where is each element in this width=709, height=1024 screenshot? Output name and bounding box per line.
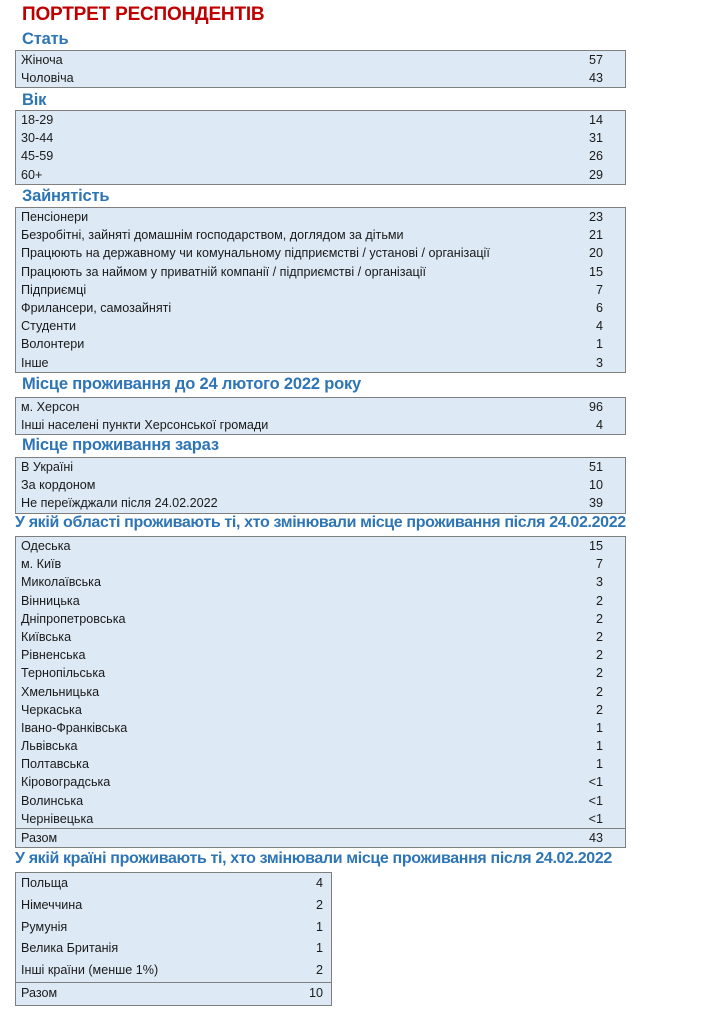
row-label: Інші населені пункти Херсонської громади <box>21 418 269 433</box>
row-label: Польща <box>21 876 69 890</box>
table-row <box>16 701 625 719</box>
row-value: 4 <box>595 418 603 433</box>
table-row <box>16 573 625 591</box>
row-label: Підприємці <box>21 282 87 297</box>
row-label: В Україні <box>21 460 74 474</box>
row-label: Німеччина <box>21 897 83 912</box>
row-label: Безробітні, зайняті домашнім господарством, доглядом за дітьми <box>21 228 404 243</box>
row-value: 10 <box>588 478 603 493</box>
row-label: Велика Британія <box>21 941 119 956</box>
row-value: <1 <box>588 811 603 826</box>
page-title: ПОРТРЕТ РЕСПОНДЕНТІВ <box>22 4 265 25</box>
row-label: Дніпропетровська <box>21 611 126 626</box>
table-row <box>16 917 331 939</box>
residence-now-table <box>15 457 626 514</box>
table-row <box>16 51 625 69</box>
section-title-regions: У якій області проживають ті, хто змінювали місце проживання після 24.02.2022 <box>15 514 626 531</box>
row-value: 1 <box>595 739 603 754</box>
row-value: 1 <box>595 720 603 735</box>
table-row <box>16 208 625 226</box>
row-label: Полтавська <box>21 757 89 772</box>
table-row <box>16 873 331 895</box>
residence-before-table <box>15 397 626 435</box>
row-value: 2 <box>595 684 603 699</box>
row-label: Черкаська <box>21 702 82 717</box>
table-row <box>16 773 625 791</box>
row-label: м. Херсон <box>21 400 80 414</box>
row-value: 43 <box>588 71 603 86</box>
table-row <box>16 111 625 129</box>
table-row <box>16 458 625 476</box>
row-label: Працюють на державному чи комунальному підприємстві / установі / організації <box>21 246 490 261</box>
row-label: Волинська <box>21 793 84 808</box>
section-title-age: Вік <box>22 91 47 109</box>
row-label: Івано-Франківська <box>21 720 128 735</box>
row-value: 2 <box>315 963 323 978</box>
row-value: 51 <box>588 460 603 474</box>
table-row <box>16 792 625 810</box>
row-value: 4 <box>315 876 323 890</box>
table-row <box>16 810 625 828</box>
row-value: 29 <box>588 167 603 182</box>
row-value: 96 <box>588 400 603 414</box>
row-label: Інше <box>21 355 49 370</box>
total-value: 43 <box>588 831 603 845</box>
row-value: 21 <box>588 228 603 243</box>
row-label: За кордоном <box>21 478 96 493</box>
row-value: 4 <box>595 319 603 334</box>
row-value: 6 <box>595 300 603 315</box>
row-value: 3 <box>595 575 603 590</box>
table-row <box>16 354 625 372</box>
table-row <box>16 317 625 335</box>
section-title-employment: Зайнятість <box>22 187 110 205</box>
gender-table <box>15 50 626 88</box>
table-row <box>16 129 625 147</box>
table-row <box>16 628 625 646</box>
row-label: 30-44 <box>21 131 54 146</box>
total-value: 10 <box>308 985 323 1000</box>
row-label: Київська <box>21 629 72 644</box>
table-row <box>16 398 625 416</box>
total-label: Разом <box>21 985 58 1000</box>
section-title-gender: Стать <box>22 30 69 48</box>
row-label: Чоловіча <box>21 71 74 86</box>
table-row <box>16 281 625 299</box>
table-row <box>16 755 625 773</box>
section-title-countries: У якій країні проживають ті, хто змінювали місце проживання після 24.02.2022 <box>15 850 612 867</box>
total-row <box>16 828 625 847</box>
row-label: Рівненська <box>21 648 86 663</box>
age-table <box>15 110 626 185</box>
row-value: 1 <box>595 757 603 772</box>
row-value: <1 <box>588 793 603 808</box>
table-row <box>16 938 331 960</box>
row-value: 2 <box>595 629 603 644</box>
table-row <box>16 646 625 664</box>
table-row <box>16 537 625 555</box>
table-row <box>16 719 625 737</box>
table-row <box>16 555 625 573</box>
total-label: Разом <box>21 831 58 845</box>
row-value: 3 <box>595 355 603 370</box>
table-row <box>16 166 625 184</box>
row-label: Вінницька <box>21 593 80 608</box>
row-label: 45-59 <box>21 149 54 164</box>
row-label: Пенсіонери <box>21 210 89 224</box>
row-label: Працюють за наймом у приватній компанії / підприємстві / організації <box>21 264 427 279</box>
row-value: 20 <box>588 246 603 261</box>
row-value: 2 <box>595 593 603 608</box>
row-label: Інші країни (менше 1%) <box>21 963 159 978</box>
row-label: Хмельницька <box>21 684 100 699</box>
table-row <box>16 244 625 262</box>
row-value: 1 <box>315 919 323 934</box>
employment-table <box>15 207 626 373</box>
row-value: 1 <box>315 941 323 956</box>
row-value: 26 <box>588 149 603 164</box>
row-label: м. Київ <box>21 557 62 572</box>
row-value: 2 <box>595 611 603 626</box>
section-title-residence-before: Місце проживання до 24 лютого 2022 року <box>22 375 361 393</box>
row-label: Львівська <box>21 739 78 754</box>
row-label: Чернівецька <box>21 811 94 826</box>
row-value: 57 <box>588 53 603 67</box>
row-label: 18-29 <box>21 113 54 127</box>
row-label: Кіровоградська <box>21 775 111 790</box>
table-row <box>16 416 625 434</box>
row-value: 1 <box>595 337 603 352</box>
row-value: 14 <box>588 113 603 127</box>
row-label: Студенти <box>21 319 76 334</box>
table-row <box>16 592 625 610</box>
row-label: Румунія <box>21 919 68 934</box>
row-label: Миколаївська <box>21 575 101 590</box>
row-value: 2 <box>595 648 603 663</box>
row-value: 7 <box>595 557 603 572</box>
row-value: <1 <box>588 775 603 790</box>
row-label: Волонтери <box>21 337 85 352</box>
row-value: 2 <box>595 666 603 681</box>
countries-table <box>15 872 332 1006</box>
row-label: Не переїжджали після 24.02.2022 <box>21 496 218 511</box>
table-row <box>16 299 625 317</box>
row-label: 60+ <box>21 167 43 182</box>
table-row <box>16 69 625 87</box>
table-row <box>16 664 625 682</box>
row-value: 39 <box>588 496 603 511</box>
row-value: 2 <box>595 702 603 717</box>
row-label: Одеська <box>21 539 71 553</box>
row-value: 2 <box>315 897 323 912</box>
table-row <box>16 895 331 917</box>
row-label: Тернопільська <box>21 666 106 681</box>
table-row <box>16 335 625 353</box>
table-row <box>16 147 625 165</box>
row-value: 7 <box>595 282 603 297</box>
table-row <box>16 610 625 628</box>
row-label: Жіноча <box>21 53 63 67</box>
row-label: Фрилансери, самозайняті <box>21 300 172 315</box>
row-value: 15 <box>588 264 603 279</box>
table-row <box>16 494 625 512</box>
table-row <box>16 683 625 701</box>
section-title-residence-now: Місце проживання зараз <box>22 436 219 454</box>
table-row <box>16 476 625 494</box>
row-value: 23 <box>588 210 603 224</box>
row-value: 15 <box>588 539 603 553</box>
row-value: 31 <box>588 131 603 146</box>
table-row <box>16 960 331 982</box>
regions-table <box>15 536 626 848</box>
table-row <box>16 226 625 244</box>
table-row <box>16 263 625 281</box>
table-row <box>16 737 625 755</box>
total-row <box>16 982 331 1005</box>
